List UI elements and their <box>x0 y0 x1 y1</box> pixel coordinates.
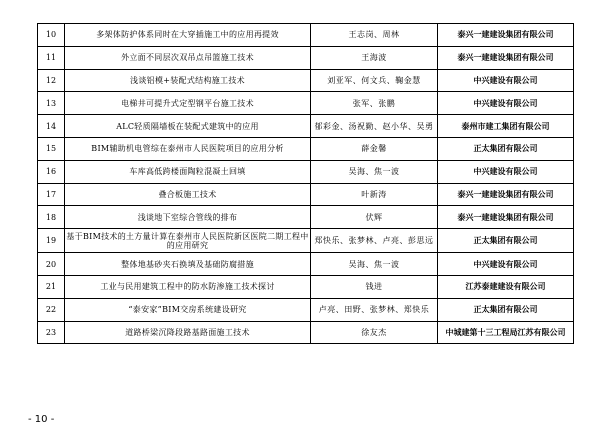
authors-cell: 郑快乐、张梦林、卢亮、彭思远 <box>311 229 438 253</box>
paper-title: 车库高低跨楼面陶粒混凝土回填 <box>65 160 311 183</box>
organization-cell: 泰兴一建建设集团有限公司 <box>438 24 574 47</box>
row-number: 11 <box>38 46 65 69</box>
organization-cell: 泰兴一建建设集团有限公司 <box>438 183 574 206</box>
organization-cell: 正太集团有限公司 <box>438 137 574 160</box>
page-number: - 10 - <box>28 414 55 425</box>
row-number: 22 <box>38 298 65 321</box>
paper-title: 道路桥梁沉降段路基路面施工技术 <box>65 321 311 344</box>
authors-cell: 徐友杰 <box>311 321 438 344</box>
row-number: 13 <box>38 92 65 115</box>
authors-cell: 刘亚军、何文兵、鞠金慧 <box>311 69 438 92</box>
table-row <box>38 275 574 298</box>
authors-cell: 吴海、焦一波 <box>311 253 438 276</box>
paper-title: 电梯井可提升式定型钢平台施工技术 <box>65 92 311 115</box>
paper-title: ALC轻质隔墙板在装配式建筑中的应用 <box>65 115 311 138</box>
paper-title: 浅谈铝模+装配式结构施工技术 <box>65 69 311 92</box>
authors-cell: 叶新涛 <box>311 183 438 206</box>
paper-title: 外立面不同层次双吊点吊篮施工技术 <box>65 46 311 69</box>
paper-title: 叠合板施工技术 <box>65 183 311 206</box>
organization-cell: 江苏泰建建设有限公司 <box>438 275 574 298</box>
row-number: 19 <box>38 229 65 253</box>
table-row <box>38 183 574 206</box>
organization-cell: 中兴建设有限公司 <box>438 69 574 92</box>
organization-cell: 泰兴一建建设集团有限公司 <box>438 46 574 69</box>
table-row <box>38 69 574 92</box>
paper-title: 浅谈地下室综合管线的排布 <box>65 206 311 229</box>
paper-title: 工业与民用建筑工程中的防水防渗施工技术探讨 <box>65 275 311 298</box>
table-row <box>38 206 574 229</box>
paper-title: 整体地基砂夹石换填及基础防腐措施 <box>65 253 311 276</box>
paper-title: 基于BIM技术的土方量计算在泰州市人民医院新区医院二期工程中的应用研究 <box>65 229 311 253</box>
organization-cell: 中兴建设有限公司 <box>438 160 574 183</box>
row-number: 10 <box>38 24 65 47</box>
organization-cell: 中城建第十三工程局江苏有限公司 <box>438 321 574 344</box>
row-number: 20 <box>38 253 65 276</box>
organization-cell: 泰兴一建建设集团有限公司 <box>438 206 574 229</box>
authors-cell: 卢亮、田野、张梦林、郑快乐 <box>311 298 438 321</box>
projects-table <box>37 23 574 344</box>
organization-cell: 正太集团有限公司 <box>438 298 574 321</box>
row-number: 15 <box>38 137 65 160</box>
table-row <box>38 321 574 344</box>
row-number: 17 <box>38 183 65 206</box>
table-row <box>38 46 574 69</box>
row-number: 14 <box>38 115 65 138</box>
authors-cell: 王志岗、周林 <box>311 24 438 47</box>
authors-cell: 张军、张鹏 <box>311 92 438 115</box>
authors-cell: 薛金馨 <box>311 137 438 160</box>
table-row <box>38 137 574 160</box>
table-row <box>38 253 574 276</box>
authors-cell: 钱进 <box>311 275 438 298</box>
row-number: 23 <box>38 321 65 344</box>
organization-cell: 泰州市建工集团有限公司 <box>438 115 574 138</box>
authors-cell: 吴海、焦一波 <box>311 160 438 183</box>
row-number: 16 <box>38 160 65 183</box>
table-row <box>38 160 574 183</box>
authors-cell: 郁彩金、汤祝勤、赵小华、吴勇 <box>311 115 438 138</box>
authors-cell: 王海波 <box>311 46 438 69</box>
table-row <box>38 115 574 138</box>
table-row <box>38 24 574 47</box>
paper-title: BIM辅助机电管综在泰州市人民医院项目的应用分析 <box>65 137 311 160</box>
paper-title: “泰安家”BIM交房系统建设研究 <box>65 298 311 321</box>
organization-cell: 正太集团有限公司 <box>438 229 574 253</box>
row-number: 18 <box>38 206 65 229</box>
row-number: 12 <box>38 69 65 92</box>
organization-cell: 中兴建设有限公司 <box>438 92 574 115</box>
table-row <box>38 229 574 253</box>
organization-cell: 中兴建设有限公司 <box>438 253 574 276</box>
row-number: 21 <box>38 275 65 298</box>
paper-title: 多架体防护体系同时在大穿插施工中的应用再提效 <box>65 24 311 47</box>
table-row <box>38 298 574 321</box>
authors-cell: 伏辉 <box>311 206 438 229</box>
table-row <box>38 92 574 115</box>
